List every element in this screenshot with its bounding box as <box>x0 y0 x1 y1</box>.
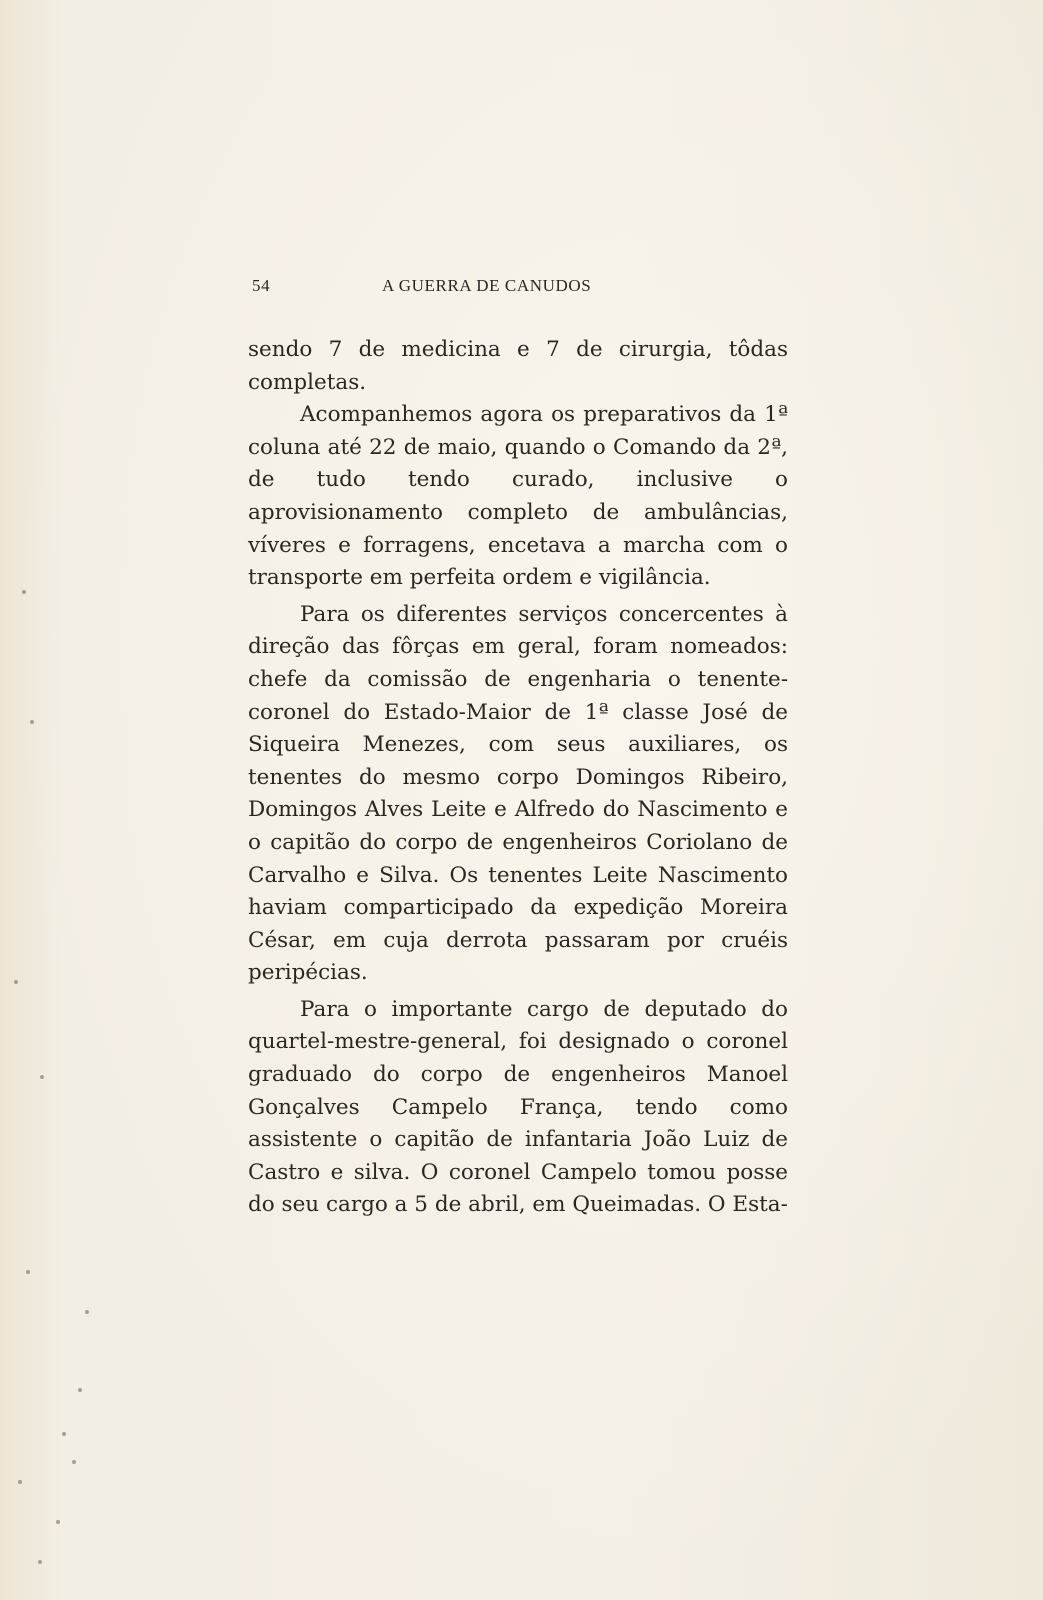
paper-speck <box>40 1075 44 1079</box>
paper-speck <box>18 1480 22 1484</box>
paper-speck <box>85 1310 89 1314</box>
running-head <box>252 276 792 300</box>
paragraph-2: Acompanhemos agora os preparativos da 1ª coluna até 22 de maio, quando o Comando da 2ª, de tudo tendo curado, inclusive o aprovisionamento completo de ambulâncias, víveres e forragens, encetava a marcha com o transporte em perfeita ordem e vigilância. <box>248 402 788 591</box>
paper-speck <box>22 590 26 594</box>
paper-speck <box>26 1270 30 1274</box>
running-title: A GUERRA DE CANUDOS <box>382 276 592 295</box>
body-text <box>248 334 788 1222</box>
paper-speck <box>56 1520 60 1524</box>
paper-speck <box>78 1388 82 1392</box>
page-number: 54 <box>252 276 271 295</box>
paper-speck <box>14 980 18 984</box>
paper-speck <box>62 1432 66 1436</box>
paper-speck <box>72 1460 76 1464</box>
paragraph-1: sendo 7 de medicina e 7 de cirurgia, tôdas completas. <box>248 337 788 395</box>
paper-speck <box>38 1560 42 1564</box>
paragraph-3: Para os diferentes serviços concercentes à direção das fôrças em geral, foram nomeados: chefe da comissão de engenharia o tenente-coronel do Estado-Maior de 1ª classe José de Siqueira Menezes, com seus auxiliares, os tenentes do mesmo corpo Domingos Ribeiro, Domingos Alves Leite e Alfredo do Nascimento e o capitão do corpo de engenheiros Coriolano de Carvalho e Silva. Os tenentes Leite Nascimento haviam comparticipado da expedição Moreira César, em cuja derrota passaram por cruéis peripécias. <box>248 601 788 986</box>
paragraph-4: Para o importante cargo de deputado do quartel-mestre-general, foi designado o coronel graduado do corpo de engenheiros Manoel Gonçalves Campelo França, tendo como assistente o capitão de infantaria João Luiz de Castro e silva. O coronel Campelo tomou posse do seu cargo a 5 de abril, em Queimadas. O Esta- <box>248 996 788 1218</box>
paper-speck <box>30 720 34 724</box>
